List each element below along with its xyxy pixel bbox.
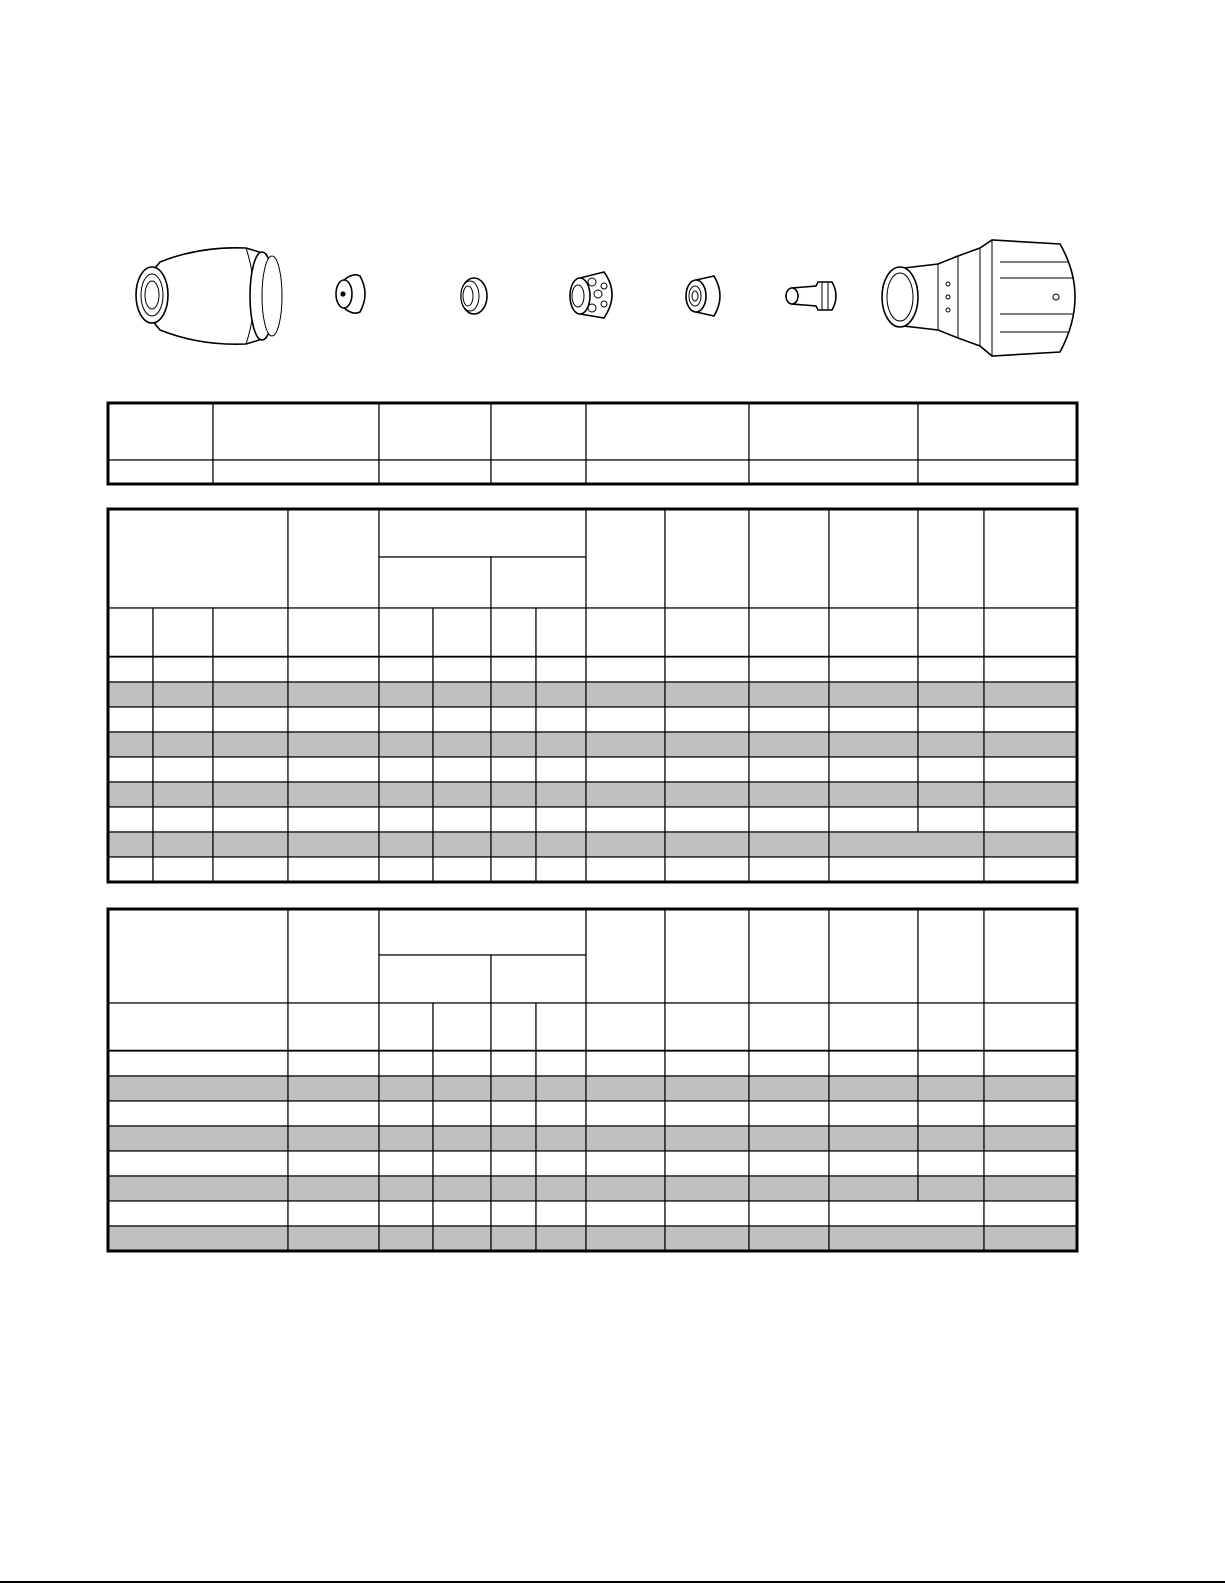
table-cell — [433, 1051, 491, 1076]
table-cell — [536, 807, 586, 832]
table-cell — [984, 807, 1077, 832]
table-cell — [288, 1076, 379, 1101]
table-cell — [379, 1101, 433, 1126]
table-cell — [153, 732, 213, 757]
table-cell — [288, 1201, 379, 1226]
header-cell — [491, 955, 586, 1003]
table-cell — [918, 1176, 984, 1201]
header-cell — [379, 557, 491, 608]
table-cell — [433, 1126, 491, 1151]
table-cell — [213, 403, 379, 460]
table-cell — [433, 807, 491, 832]
part-number-table — [108, 403, 1077, 484]
table-cell — [153, 857, 213, 882]
table-cell — [491, 807, 536, 832]
table-cell — [586, 1126, 665, 1151]
table-cell — [829, 1226, 984, 1251]
table-cell — [829, 657, 918, 682]
table-cell — [918, 608, 984, 657]
table-cell — [665, 807, 749, 832]
table-cell — [491, 1051, 536, 1076]
table-cell — [586, 732, 665, 757]
table-cell — [984, 1126, 1077, 1151]
table-cell — [108, 732, 153, 757]
table-cell — [984, 608, 1077, 657]
table-cell — [536, 857, 586, 882]
table-cell — [379, 707, 433, 732]
table-cell — [918, 1051, 984, 1076]
table-cell — [586, 1003, 665, 1051]
table-cell — [984, 657, 1077, 682]
table-cell — [213, 460, 379, 484]
table-cell — [288, 707, 379, 732]
table-cell — [379, 657, 433, 682]
header-cell — [491, 557, 586, 608]
table-cell — [665, 1226, 749, 1251]
table-cell — [288, 1126, 379, 1151]
table-cell — [749, 732, 829, 757]
table-cell — [536, 757, 586, 782]
table-cell — [586, 1226, 665, 1251]
table-cell — [379, 832, 433, 857]
table-cell — [108, 1151, 288, 1176]
table-cell — [536, 1051, 586, 1076]
table-cell — [984, 1101, 1077, 1126]
table-cell — [586, 1101, 665, 1126]
table-cell — [288, 682, 379, 707]
table-cell — [491, 832, 536, 857]
table-cell — [665, 1003, 749, 1051]
table-cell — [433, 1101, 491, 1126]
table-cell — [536, 1126, 586, 1151]
table-cell — [108, 1101, 288, 1126]
table-cell — [984, 832, 1077, 857]
table-cell — [749, 1076, 829, 1101]
table-cell — [433, 608, 491, 657]
table-cell — [918, 682, 984, 707]
table-cell — [749, 1126, 829, 1151]
table-cell — [108, 1226, 288, 1251]
table-cell — [108, 608, 153, 657]
table-cell — [665, 857, 749, 882]
table-cell — [829, 1151, 918, 1176]
table-cell — [153, 657, 213, 682]
table-cell — [288, 1226, 379, 1251]
table-cell — [749, 403, 918, 460]
table-cell — [379, 1076, 433, 1101]
table-cell — [586, 757, 665, 782]
table-cell — [379, 403, 491, 460]
table-cell — [108, 832, 153, 857]
table-cell — [491, 857, 536, 882]
header-cell — [108, 509, 288, 608]
table-cell — [108, 1051, 288, 1076]
table-cell — [379, 757, 433, 782]
table-cell — [108, 1126, 288, 1151]
table-cell — [153, 707, 213, 732]
table-cell — [379, 460, 491, 484]
table-cell — [918, 782, 984, 807]
table-cell — [379, 857, 433, 882]
table-cell — [536, 1101, 586, 1126]
table-cell — [829, 732, 918, 757]
table-cell — [213, 757, 288, 782]
table-cell — [918, 757, 984, 782]
table-cell — [749, 1003, 829, 1051]
table-cell — [829, 707, 918, 732]
table-cell — [749, 460, 918, 484]
table-cell — [586, 1176, 665, 1201]
table-cell — [288, 832, 379, 857]
table-cell — [665, 1201, 749, 1226]
table-cell — [213, 682, 288, 707]
table-cell — [586, 832, 665, 857]
table-cell — [536, 1226, 586, 1251]
table-cell — [108, 857, 153, 882]
header-cell — [918, 909, 984, 1003]
table-cell — [665, 608, 749, 657]
table-cell — [288, 807, 379, 832]
table-cell — [379, 732, 433, 757]
table-cell — [749, 857, 829, 882]
header-cell — [984, 509, 1077, 608]
table-cell — [984, 1226, 1077, 1251]
footer-rule — [0, 1581, 1225, 1583]
table-cell — [665, 1176, 749, 1201]
header-cell — [665, 909, 749, 1003]
table-cell — [213, 732, 288, 757]
table-cell — [829, 608, 918, 657]
table-cell — [586, 707, 665, 732]
table-cell — [491, 460, 586, 484]
table-cell — [536, 782, 586, 807]
table-cell — [665, 732, 749, 757]
table-cell — [829, 682, 918, 707]
table-cell — [665, 657, 749, 682]
table-cell — [153, 682, 213, 707]
cut-chart-metric-table — [108, 509, 1077, 882]
header-cell — [108, 909, 288, 1003]
table-cell — [918, 1126, 984, 1151]
table-cell — [108, 1201, 288, 1226]
table-cell — [491, 403, 586, 460]
table-cell — [749, 1176, 829, 1201]
table-cell — [433, 757, 491, 782]
table-cell — [108, 707, 153, 732]
table-cell — [213, 807, 288, 832]
table-cell — [491, 1201, 536, 1226]
table-cell — [491, 1003, 536, 1051]
table-cell — [433, 682, 491, 707]
table-cell — [433, 1201, 491, 1226]
table-cell — [153, 832, 213, 857]
table-cell — [288, 1003, 379, 1051]
table-cell — [108, 757, 153, 782]
table-cell — [586, 403, 749, 460]
table-cell — [536, 608, 586, 657]
table-cell — [213, 707, 288, 732]
table-cell — [984, 1151, 1077, 1176]
table-cell — [491, 757, 536, 782]
table-cell — [433, 857, 491, 882]
table-cell — [491, 1076, 536, 1101]
table-cell — [536, 657, 586, 682]
table-cell — [288, 857, 379, 882]
table-cell — [829, 782, 918, 807]
table-cell — [749, 657, 829, 682]
table-cell — [491, 608, 536, 657]
table-cell — [213, 608, 288, 657]
table-cell — [379, 807, 433, 832]
table-cell — [108, 1003, 288, 1051]
table-cell — [288, 757, 379, 782]
table-cell — [749, 682, 829, 707]
table-cell — [288, 657, 379, 682]
table-cell — [918, 657, 984, 682]
table-cell — [288, 732, 379, 757]
table-cell — [536, 1176, 586, 1201]
table-cell — [829, 1003, 918, 1051]
header-cell — [829, 909, 918, 1003]
table-cell — [586, 782, 665, 807]
table-cell — [433, 782, 491, 807]
table-cell — [433, 732, 491, 757]
table-cell — [586, 1151, 665, 1176]
header-cell — [288, 509, 379, 608]
table-cell — [288, 1101, 379, 1126]
table-cell — [536, 732, 586, 757]
table-cell — [153, 807, 213, 832]
table-cell — [536, 707, 586, 732]
table-cell — [984, 1176, 1077, 1201]
table-cell — [491, 1101, 536, 1126]
table-cell — [984, 757, 1077, 782]
table-cell — [918, 807, 984, 832]
table-cell — [984, 857, 1077, 882]
table-cell — [586, 857, 665, 882]
table-cell — [749, 807, 829, 832]
table-cell — [491, 732, 536, 757]
table-cell — [829, 832, 984, 857]
table-cell — [153, 608, 213, 657]
table-cell — [665, 1051, 749, 1076]
header-cell — [379, 909, 586, 955]
table-cell — [665, 782, 749, 807]
header-cell — [379, 509, 586, 557]
table-cell — [749, 1151, 829, 1176]
table-cell — [749, 608, 829, 657]
table-cell — [586, 807, 665, 832]
table-cell — [749, 707, 829, 732]
table-cell — [491, 1226, 536, 1251]
table-cell — [213, 782, 288, 807]
table-cell — [918, 1151, 984, 1176]
table-cell — [829, 1051, 918, 1076]
table-cell — [433, 657, 491, 682]
table-cell — [665, 1151, 749, 1176]
table-cell — [108, 403, 213, 460]
table-cell — [586, 1201, 665, 1226]
table-cell — [984, 682, 1077, 707]
table-cell — [288, 1176, 379, 1201]
header-cell — [829, 509, 918, 608]
table-cell — [829, 1101, 918, 1126]
table-cell — [665, 832, 749, 857]
table-cell — [108, 1076, 288, 1101]
table-cell — [984, 1003, 1077, 1051]
table-cell — [491, 1151, 536, 1176]
table-cell — [918, 707, 984, 732]
table-cell — [213, 857, 288, 882]
table-cell — [379, 1003, 433, 1051]
table-cell — [749, 757, 829, 782]
table-cell — [536, 1151, 586, 1176]
cut-chart-imperial-table — [108, 909, 1077, 1251]
table-cell — [749, 1051, 829, 1076]
header-cell — [984, 909, 1077, 1003]
table-cell — [665, 682, 749, 707]
table-cell — [491, 1126, 536, 1151]
header-cell — [665, 509, 749, 608]
table-cell — [829, 1176, 918, 1201]
table-cell — [433, 707, 491, 732]
table-cell — [829, 807, 918, 832]
table-cell — [749, 1201, 829, 1226]
table-cell — [829, 1201, 984, 1226]
table-cell — [491, 1176, 536, 1201]
table-cell — [433, 832, 491, 857]
table-cell — [213, 832, 288, 857]
table-cell — [829, 1126, 918, 1151]
table-cell — [536, 1076, 586, 1101]
table-cell — [586, 460, 749, 484]
table-cell — [379, 608, 433, 657]
table-cell — [433, 1176, 491, 1201]
header-cell — [288, 909, 379, 1003]
table-cell — [108, 1176, 288, 1201]
table-cell — [984, 1076, 1077, 1101]
header-cell — [749, 509, 829, 608]
table-cell — [749, 1101, 829, 1126]
table-cell — [665, 1101, 749, 1126]
table-cell — [108, 807, 153, 832]
table-cell — [536, 1003, 586, 1051]
table-cell — [918, 1003, 984, 1051]
table-cell — [433, 1076, 491, 1101]
table-cell — [491, 682, 536, 707]
table-cell — [491, 657, 536, 682]
table-cell — [984, 782, 1077, 807]
table-cell — [491, 707, 536, 732]
table-cell — [536, 1201, 586, 1226]
table-cell — [749, 782, 829, 807]
table-cell — [665, 757, 749, 782]
table-cell — [829, 857, 984, 882]
table-cell — [288, 782, 379, 807]
table-cell — [379, 1176, 433, 1201]
table-cell — [108, 682, 153, 707]
table-cell — [108, 657, 153, 682]
table-cell — [984, 1201, 1077, 1226]
table-cell — [918, 403, 1077, 460]
table-cell — [536, 832, 586, 857]
table-cell — [665, 707, 749, 732]
table-cell — [586, 657, 665, 682]
header-cell — [379, 955, 491, 1003]
header-cell — [586, 509, 665, 608]
header-cell — [749, 909, 829, 1003]
table-cell — [536, 682, 586, 707]
table-cell — [829, 757, 918, 782]
table-cell — [288, 1051, 379, 1076]
table-cell — [108, 782, 153, 807]
table-cell — [586, 1051, 665, 1076]
table-cell — [433, 1003, 491, 1051]
table-cell — [749, 832, 829, 857]
table-cell — [918, 732, 984, 757]
table-cell — [984, 707, 1077, 732]
table-cell — [288, 1151, 379, 1176]
table-cell — [491, 782, 536, 807]
table-cell — [379, 682, 433, 707]
table-cell — [288, 608, 379, 657]
table-cell — [918, 1101, 984, 1126]
table-cell — [108, 460, 213, 484]
table-cell — [379, 1126, 433, 1151]
table-cell — [379, 782, 433, 807]
table-cell — [749, 1226, 829, 1251]
table-cell — [918, 1076, 984, 1101]
header-cell — [586, 909, 665, 1003]
table-cell — [586, 682, 665, 707]
table-cell — [918, 460, 1077, 484]
table-cell — [665, 1126, 749, 1151]
table-cell — [433, 1151, 491, 1176]
table-cell — [379, 1051, 433, 1076]
table-cell — [586, 608, 665, 657]
table-cell — [829, 1076, 918, 1101]
table-cell — [984, 1051, 1077, 1076]
table-cell — [433, 1226, 491, 1251]
table-cell — [586, 1076, 665, 1101]
table-cell — [665, 1076, 749, 1101]
table-cell — [153, 782, 213, 807]
table-cell — [379, 1226, 433, 1251]
table-cell — [379, 1151, 433, 1176]
table-cell — [213, 657, 288, 682]
table-cell — [379, 1201, 433, 1226]
table-cell — [984, 732, 1077, 757]
table-cell — [153, 757, 213, 782]
header-cell — [918, 509, 984, 608]
